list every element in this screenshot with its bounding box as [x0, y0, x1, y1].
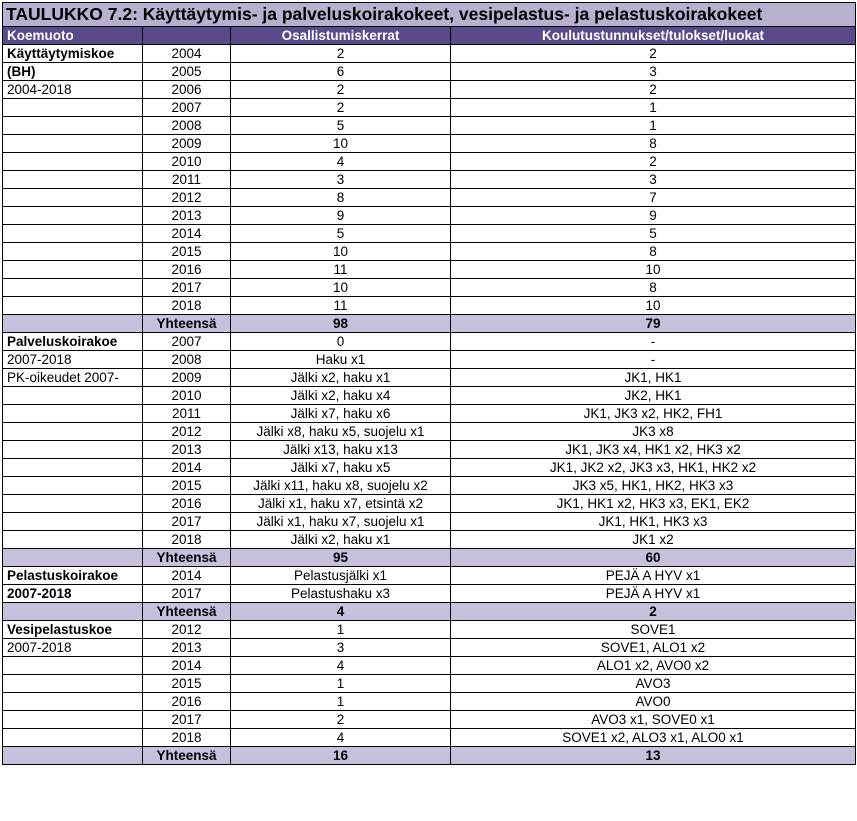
- category-cell: [3, 225, 143, 243]
- results-cell: 8: [451, 135, 856, 153]
- category-cell: [3, 423, 143, 441]
- category-cell: [3, 387, 143, 405]
- table-row: [3, 495, 856, 513]
- year-cell: 2015: [143, 477, 231, 495]
- year-cell: Yhteensä: [143, 603, 231, 621]
- participants-cell: Pelastushaku x3: [231, 585, 451, 603]
- table-row: [3, 333, 856, 351]
- table-row: [3, 261, 856, 279]
- category-cell: [3, 207, 143, 225]
- participants-cell: 10: [231, 135, 451, 153]
- title-row: [3, 3, 856, 27]
- results-cell: SOVE1 x2, ALO3 x1, ALO0 x1: [451, 729, 856, 747]
- participants-cell: 1: [231, 621, 451, 639]
- total-row: [3, 747, 856, 765]
- results-cell: ALO1 x2, AVO0 x2: [451, 657, 856, 675]
- category-cell: [3, 153, 143, 171]
- table-row: [3, 297, 856, 315]
- results-cell: JK1, JK3 x2, HK2, FH1: [451, 405, 856, 423]
- participants-cell: 4: [231, 603, 451, 621]
- results-cell: JK1, HK1, HK3 x3: [451, 513, 856, 531]
- table-row: [3, 369, 856, 387]
- table-row: [3, 513, 856, 531]
- year-cell: 2018: [143, 531, 231, 549]
- category-cell: [3, 675, 143, 693]
- year-cell: 2014: [143, 225, 231, 243]
- participants-cell: Jälki x7, haku x6: [231, 405, 451, 423]
- results-cell: AVO0: [451, 693, 856, 711]
- results-cell: 7: [451, 189, 856, 207]
- header-koemuoto: Koemuoto: [3, 27, 143, 45]
- table-row: [3, 585, 856, 603]
- participants-cell: Jälki x7, haku x5: [231, 459, 451, 477]
- participants-cell: 98: [231, 315, 451, 333]
- category-cell: [3, 729, 143, 747]
- header-results: Koulutustunnukset/tulokset/luokat: [451, 27, 856, 45]
- participants-cell: Haku x1: [231, 351, 451, 369]
- results-cell: 8: [451, 279, 856, 297]
- table-row: [3, 405, 856, 423]
- category-cell: [3, 405, 143, 423]
- results-cell: JK2, HK1: [451, 387, 856, 405]
- category-cell: [3, 261, 143, 279]
- participants-cell: Jälki x1, haku x7, etsintä x2: [231, 495, 451, 513]
- table-row: [3, 63, 856, 81]
- results-cell: JK3 x5, HK1, HK2, HK3 x3: [451, 477, 856, 495]
- results-cell: 2: [451, 45, 856, 63]
- results-cell: 13: [451, 747, 856, 765]
- table-row: [3, 531, 856, 549]
- table-row: [3, 207, 856, 225]
- category-cell: Käyttäytymiskoe: [3, 45, 143, 63]
- year-cell: 2014: [143, 567, 231, 585]
- participants-cell: 1: [231, 693, 451, 711]
- table-row: [3, 189, 856, 207]
- results-cell: -: [451, 333, 856, 351]
- results-cell: 5: [451, 225, 856, 243]
- participants-cell: 4: [231, 153, 451, 171]
- participants-cell: 8: [231, 189, 451, 207]
- category-cell: [3, 531, 143, 549]
- participants-cell: 3: [231, 639, 451, 657]
- year-cell: 2015: [143, 243, 231, 261]
- category-cell: [3, 657, 143, 675]
- table-row: [3, 621, 856, 639]
- table-row: [3, 387, 856, 405]
- category-cell: [3, 513, 143, 531]
- category-cell: [3, 189, 143, 207]
- results-cell: 3: [451, 63, 856, 81]
- participants-cell: Jälki x2, haku x1: [231, 369, 451, 387]
- results-cell: 1: [451, 99, 856, 117]
- results-cell: JK1, JK3 x4, HK1 x2, HK3 x2: [451, 441, 856, 459]
- total-row: [3, 603, 856, 621]
- table-row: [3, 81, 856, 99]
- category-cell: Vesipelastuskoe: [3, 621, 143, 639]
- year-cell: 2016: [143, 495, 231, 513]
- results-cell: 2: [451, 81, 856, 99]
- category-cell: [3, 315, 143, 333]
- results-cell: 79: [451, 315, 856, 333]
- category-cell: [3, 441, 143, 459]
- participants-cell: 6: [231, 63, 451, 81]
- table-row: [3, 45, 856, 63]
- header-year: [143, 27, 231, 45]
- category-cell: [3, 747, 143, 765]
- year-cell: 2017: [143, 513, 231, 531]
- participants-cell: 5: [231, 117, 451, 135]
- results-cell: -: [451, 351, 856, 369]
- results-cell: 60: [451, 549, 856, 567]
- category-cell: PK-oikeudet 2007-: [3, 369, 143, 387]
- year-cell: 2013: [143, 639, 231, 657]
- participants-cell: Jälki x11, haku x8, suojelu x2: [231, 477, 451, 495]
- table-row: [3, 657, 856, 675]
- results-cell: PEJÄ A HYV x1: [451, 585, 856, 603]
- year-cell: 2012: [143, 621, 231, 639]
- total-row: [3, 315, 856, 333]
- year-cell: 2013: [143, 207, 231, 225]
- results-cell: PEJÄ A HYV x1: [451, 567, 856, 585]
- year-cell: 2013: [143, 441, 231, 459]
- table-row: [3, 351, 856, 369]
- participants-cell: Pelastusjälki x1: [231, 567, 451, 585]
- year-cell: 2007: [143, 333, 231, 351]
- table-row: [3, 423, 856, 441]
- participants-cell: Jälki x13, haku x13: [231, 441, 451, 459]
- results-cell: SOVE1, ALO1 x2: [451, 639, 856, 657]
- year-cell: 2012: [143, 189, 231, 207]
- table-row: [3, 477, 856, 495]
- results-cell: 10: [451, 297, 856, 315]
- category-cell: [3, 603, 143, 621]
- participants-cell: 2: [231, 711, 451, 729]
- category-cell: [3, 459, 143, 477]
- table-row: [3, 459, 856, 477]
- category-cell: Palveluskoirakoe: [3, 333, 143, 351]
- results-cell: SOVE1: [451, 621, 856, 639]
- results-cell: 8: [451, 243, 856, 261]
- year-cell: 2014: [143, 657, 231, 675]
- table-row: [3, 441, 856, 459]
- participants-cell: 1: [231, 675, 451, 693]
- table-row: [3, 729, 856, 747]
- year-cell: 2014: [143, 459, 231, 477]
- results-table: [2, 2, 856, 765]
- participants-cell: 10: [231, 279, 451, 297]
- participants-cell: 0: [231, 333, 451, 351]
- results-cell: 3: [451, 171, 856, 189]
- category-cell: [3, 495, 143, 513]
- year-cell: 2010: [143, 387, 231, 405]
- category-cell: [3, 549, 143, 567]
- participants-cell: Jälki x1, haku x7, suojelu x1: [231, 513, 451, 531]
- year-cell: 2006: [143, 81, 231, 99]
- participants-cell: 2: [231, 81, 451, 99]
- category-cell: [3, 135, 143, 153]
- category-cell: [3, 711, 143, 729]
- year-cell: 2015: [143, 675, 231, 693]
- results-cell: JK1, JK2 x2, JK3 x3, HK1, HK2 x2: [451, 459, 856, 477]
- table-row: [3, 243, 856, 261]
- participants-cell: Jälki x8, haku x5, suojelu x1: [231, 423, 451, 441]
- year-cell: 2017: [143, 279, 231, 297]
- category-cell: [3, 99, 143, 117]
- year-cell: 2012: [143, 423, 231, 441]
- participants-cell: Jälki x2, haku x1: [231, 531, 451, 549]
- year-cell: 2008: [143, 117, 231, 135]
- table-row: [3, 675, 856, 693]
- results-cell: 2: [451, 153, 856, 171]
- table-row: [3, 567, 856, 585]
- year-cell: Yhteensä: [143, 747, 231, 765]
- table-row: [3, 225, 856, 243]
- year-cell: 2011: [143, 405, 231, 423]
- category-cell: [3, 117, 143, 135]
- table-row: [3, 639, 856, 657]
- category-cell: 2007-2018: [3, 639, 143, 657]
- participants-cell: 11: [231, 297, 451, 315]
- year-cell: 2005: [143, 63, 231, 81]
- participants-cell: 5: [231, 225, 451, 243]
- results-cell: JK1, HK1 x2, HK3 x3, EK1, EK2: [451, 495, 856, 513]
- category-cell: (BH): [3, 63, 143, 81]
- participants-cell: 10: [231, 243, 451, 261]
- year-cell: 2016: [143, 261, 231, 279]
- participants-cell: 2: [231, 99, 451, 117]
- category-cell: [3, 297, 143, 315]
- table-row: [3, 99, 856, 117]
- category-cell: [3, 171, 143, 189]
- category-cell: [3, 279, 143, 297]
- category-cell: 2007-2018: [3, 585, 143, 603]
- results-cell: JK1, HK1: [451, 369, 856, 387]
- results-cell: 2: [451, 603, 856, 621]
- table-row: [3, 693, 856, 711]
- year-cell: 2011: [143, 171, 231, 189]
- results-cell: JK1 x2: [451, 531, 856, 549]
- table-row: [3, 135, 856, 153]
- table-row: [3, 117, 856, 135]
- results-cell: 9: [451, 207, 856, 225]
- participants-cell: 3: [231, 171, 451, 189]
- table-title: TAULUKKO 7.2: Käyttäytymis- ja palveluskoirakokeet, vesipelastus- ja pelastuskoirakokeet: [3, 3, 856, 27]
- results-cell: 1: [451, 117, 856, 135]
- year-cell: Yhteensä: [143, 315, 231, 333]
- category-cell: [3, 477, 143, 495]
- year-cell: 2018: [143, 297, 231, 315]
- year-cell: 2017: [143, 711, 231, 729]
- results-cell: AVO3 x1, SOVE0 x1: [451, 711, 856, 729]
- results-cell: AVO3: [451, 675, 856, 693]
- participants-cell: 4: [231, 729, 451, 747]
- year-cell: 2008: [143, 351, 231, 369]
- year-cell: 2009: [143, 135, 231, 153]
- table-row: [3, 711, 856, 729]
- category-cell: 2007-2018: [3, 351, 143, 369]
- year-cell: 2017: [143, 585, 231, 603]
- participants-cell: 2: [231, 45, 451, 63]
- results-cell: 10: [451, 261, 856, 279]
- table-row: [3, 171, 856, 189]
- category-cell: [3, 243, 143, 261]
- year-cell: 2009: [143, 369, 231, 387]
- table-row: [3, 279, 856, 297]
- participants-cell: 16: [231, 747, 451, 765]
- header-row: [3, 27, 856, 45]
- total-row: [3, 549, 856, 567]
- participants-cell: 11: [231, 261, 451, 279]
- year-cell: 2004: [143, 45, 231, 63]
- year-cell: 2018: [143, 729, 231, 747]
- participants-cell: 9: [231, 207, 451, 225]
- year-cell: 2010: [143, 153, 231, 171]
- year-cell: 2016: [143, 693, 231, 711]
- results-cell: JK3 x8: [451, 423, 856, 441]
- category-cell: Pelastuskoirakoe: [3, 567, 143, 585]
- header-participants: Osallistumiskerrat: [231, 27, 451, 45]
- category-cell: [3, 693, 143, 711]
- table-row: [3, 153, 856, 171]
- category-cell: 2004-2018: [3, 81, 143, 99]
- year-cell: Yhteensä: [143, 549, 231, 567]
- participants-cell: 4: [231, 657, 451, 675]
- participants-cell: Jälki x2, haku x4: [231, 387, 451, 405]
- participants-cell: 95: [231, 549, 451, 567]
- year-cell: 2007: [143, 99, 231, 117]
